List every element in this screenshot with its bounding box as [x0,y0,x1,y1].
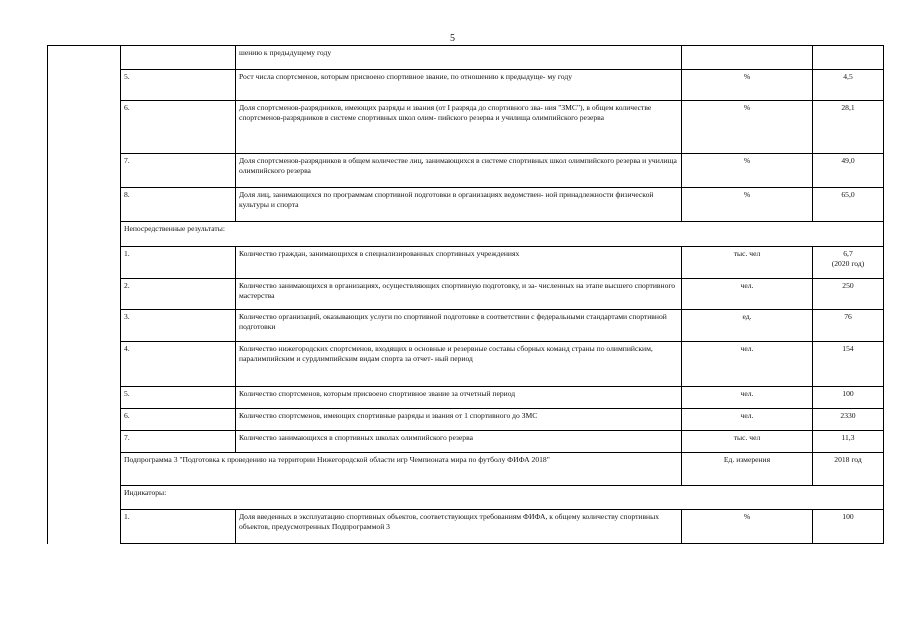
row-unit: чел. [682,409,813,431]
row-value: 154 [813,342,884,387]
section-heading: Непосредственные результаты: [121,222,884,247]
table-row [48,279,884,310]
table-row [48,310,884,342]
row-text: Количество нижегородских спортсменов, входящих в основные и резервные составы сборных команд страны по олимпийским, паралимпийским и сурдлимпийским видам спорта за отчет- ный период [236,342,682,387]
page-number: 5 [450,33,455,44]
row-unit: % [682,188,813,222]
row-text: Количество спортсменов, имеющих спортивные разряды и звания от 1 спортивного до ЗМС [236,409,682,431]
row-value-note: (2020 год) [831,259,865,268]
row-number: 1. [121,247,236,279]
row-text: Доля спортсменов-разрядников, имеющих разряды и звания (от I разряда до спортивного зва- ния "ЗМС"), в общем количестве спортсменов-разрядников в системе спортивных школ олим- пийского резерва и училища олимпийского резерва [236,101,682,154]
row-value [813,46,884,70]
row-number: 3. [121,310,236,342]
row-text: Доля лиц, занимающихся по программам спортивной подготовки в организациях ведомствен- ной принадлежности физической культуры и спорта [236,188,682,222]
row-number: 5. [121,387,236,409]
table-row [48,70,884,101]
row-unit: % [682,510,813,544]
row-number [121,46,236,70]
subprogram-unit-header: Ед. измерения [682,453,813,486]
section-heading: Индикаторы: [121,486,884,510]
row-unit: чел. [682,342,813,387]
table-row [48,247,884,279]
row-value: 65,0 [813,188,884,222]
row-value: 100 [813,387,884,409]
row-unit: тыс. чел [682,247,813,279]
row-text: Доля введенных в эксплуатацию спортивных объектов, соответствующих требованиям ФИФА, к общему количеству спортивных объектов, предусмотренных Подпрограммой 3 [236,510,682,544]
section-row [48,486,884,510]
row-unit: % [682,101,813,154]
indicators-table [47,45,884,544]
subprogram-title: Подпрограмма 3 "Подготовка к проведению на территории Нижегородской области игр Чемпионата мира по футболу ФИФА 2018" [121,453,682,486]
row-value: 76 [813,310,884,342]
row-unit: тыс. чел [682,431,813,453]
row-unit: чел. [682,387,813,409]
row-value: 4,5 [813,70,884,101]
row-number: 6. [121,409,236,431]
row-unit: чел. [682,279,813,310]
table-row [48,387,884,409]
table-row [48,46,884,70]
row-text: Количество спортсменов, которым присвоено спортивное звание за отчетный период [236,387,682,409]
row-text: шению к предыдущему году [236,46,682,70]
table-row [48,101,884,154]
row-text: Доля спортсменов-разрядников в общем количестве лиц, занимающихся в системе спортивных школ олимпийского резерва и училища олимпийского резерва [236,154,682,188]
row-text: Количество занимающихся в спортивных школах олимпийского резерва [236,431,682,453]
row-number: 1. [121,510,236,544]
table-row [48,154,884,188]
table-row [48,342,884,387]
subprogram-row [48,453,884,486]
row-number: 6. [121,101,236,154]
table-row [48,510,884,544]
row-value: 49,0 [813,154,884,188]
row-unit: % [682,154,813,188]
left-margin-cell [48,46,121,544]
table-row [48,409,884,431]
row-value: 2330 [813,409,884,431]
row-value: 250 [813,279,884,310]
row-unit [682,46,813,70]
row-number: 2. [121,279,236,310]
row-number: 7. [121,154,236,188]
table-row [48,431,884,453]
row-text: Количество граждан, занимающихся в специализированных спортивных учреждениях [236,247,682,279]
section-row [48,222,884,247]
table-row [48,188,884,222]
row-number: 7. [121,431,236,453]
row-value [813,247,884,279]
row-unit: % [682,70,813,101]
row-text: Количество занимающихся в организациях, осуществляющих спортивную подготовку, и за- численных на этапе высшего спортивного мастерства [236,279,682,310]
row-value-number: 6,7 [843,249,853,258]
row-unit: ед. [682,310,813,342]
row-text: Рост числа спортсменов, которым присвоено спортивное звание, по отношению к предыдуще- му году [236,70,682,101]
row-value: 100 [813,510,884,544]
row-value: 28,1 [813,101,884,154]
row-text: Количество организаций, оказывающих услуги по спортивной подготовке в соответствии с федеральными стандартами спортивной подготовки [236,310,682,342]
row-number: 5. [121,70,236,101]
row-number: 8. [121,188,236,222]
subprogram-year-header: 2018 год [813,453,884,486]
row-value: 11,3 [813,431,884,453]
row-number: 4. [121,342,236,387]
